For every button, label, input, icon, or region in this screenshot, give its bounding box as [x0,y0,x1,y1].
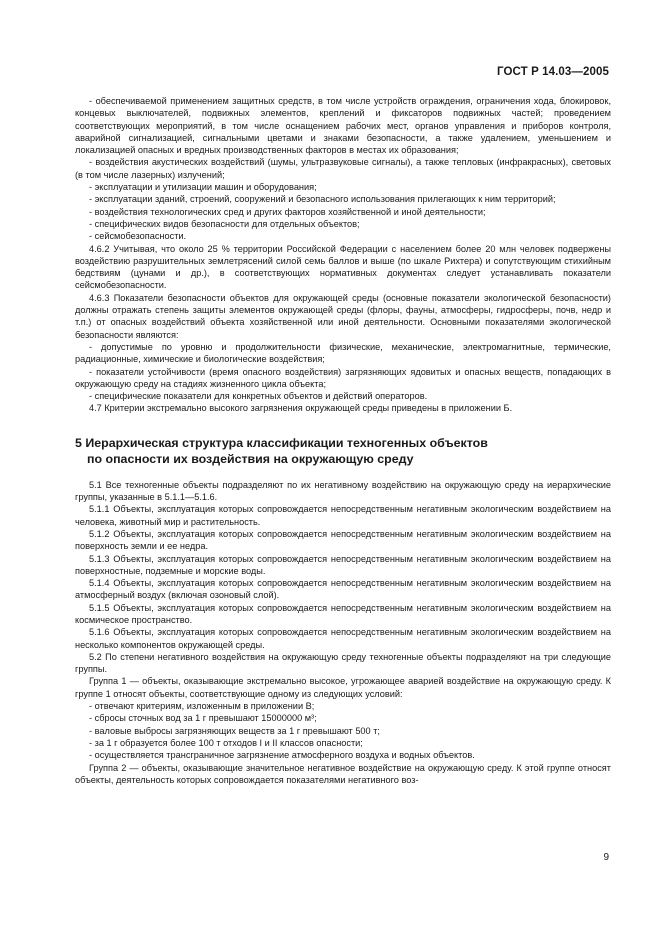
section-title-line-2: по опасности их воздействия на окружающую среду [87,451,414,466]
paragraph: - сейсмобезопасности. [89,231,187,242]
paragraph: 5.1.6 Объекты, эксплуатация которых сопровождается непосредственным негативным экологическим воздействием на несколько компонентов окружающей среды. [75,627,611,650]
paragraph: - специфические показатели для конкретных объектов и действий операторов. [89,391,428,402]
paragraph: - допустимые по уровню и продолжительности физические, механические, электромагнитные, термические, радиационные, химические и биологические воздействия; [75,341,611,365]
section-title [75,435,611,467]
paragraph: 4.7 Критерии экстремально высокого загрязнения окружающей среды приведены в приложении Б. [89,403,513,414]
paragraph: 4.6.2 Учитывая, что около 25 % территории Российской Федерации с населением более 20 млн человек подвержены воздействию разрушительных землетрясений силой семь баллов и выше (по шкале Рихтера) и сопутствующим стихийным бедствиям (цунами и др.), в соответствующих нормативных документах следует устанавливать показатели сейсмобезопасности. [75,243,611,291]
paragraph: Группа 2 — объекты, оказывающие значительное негативное воздействие на окружающую среду. К этой группе относят объекты, деятельность которых сопровождается показателями негативного воз- [75,762,611,785]
paragraph: Группа 1 — объекты, оказывающие экстремально высокое, угрожающее аварией воздействие на окружающую среду. К группе 1 относят объекты, соответствующие одному из следующих условий: [75,676,611,699]
paragraph: - отвечают критериям, изложенным в приложении В; [89,701,315,712]
paragraph: - эксплуатации и утилизации машин и оборудования; [89,182,317,193]
paragraph: - обеспечиваемой применением защитных средств, в том числе устройств ограждения, ограничения хода, блокировок, концевых выключателей, подвижных элементов, креплений и фиксаторов подвижных частей; проведением соответствующих мероприятий, в том числе оснащением рабочих мест, органов управления и приборов контроля, аварийной сигнализацией, сигнальными цветами и знаками безопасности, а также удалением, уменьшением и локализацией опасных и вредных производственных факторов в местах их образования; [75,96,611,156]
paragraph: - сбросы сточных вод за 1 г превышают 15000000 м³; [89,713,317,724]
paragraph: 5.1.5 Объекты, эксплуатация которых сопровождается непосредственным негативным экологическим воздействием на космическое пространство. [75,602,611,625]
paragraph: - специфических видов безопасности для отдельных объектов; [89,218,360,229]
paragraph: 5.1.1 Объекты, эксплуатация которых сопровождается непосредственным негативным экологическим воздействием на человека, животный мир и растительность. [75,504,611,527]
section-title-line-1: 5 Иерархическая структура классификации техногенных объектов [75,435,488,450]
paragraph: - эксплуатации зданий, строений, сооружений и безопасного использования прилегающих к ним территорий; [89,194,556,205]
paragraph: 5.1.2 Объекты, эксплуатация которых сопровождается непосредственным негативным экологическим воздействием на поверхность земли и ее недра. [75,528,611,552]
paragraph: 5.2 По степени негативного воздействия на окружающую среду техногенные объекты подразделяют на три следующие группы. [75,651,611,675]
page-number: 9 [603,852,609,863]
paragraph: - за 1 г образуется более 100 т отходов I и II классов опасности; [89,737,363,748]
body-block-2 [75,479,611,786]
paragraph: - осуществляется трансграничное загрязнение атмосферного воздуха и водных объектов. [89,750,475,761]
paragraph: 5.1.4 Объекты, эксплуатация которых сопровождается непосредственным негативным экологическим воздействием на атмосферный воздух (включая озоновый слой). [75,578,611,601]
paragraph: 4.6.3 Показатели безопасности объектов для окружающей среды (основные показатели экологической безопасности) должны отражать степень защиты элементов окружающей среды (флоры, фауны, атмосферы, гидросферы, почв, недр и т.п.) от опасных воздействий объекта хозяйственной или иной деятельности. Основными показателями экологической безопасности являются: [75,292,611,340]
paragraph: - валовые выбросы загрязняющих веществ за 1 г превышают 500 т; [89,725,380,736]
paragraph: 5.1 Все техногенные объекты подразделяют по их негативному воздействию на окружающую среду на иерархические группы, указанные в 5.1.1—5.1.6. [75,479,611,503]
paragraph: - воздействия акустических воздействий (шумы, ультразвуковые сигналы), а также тепловых (инфракрасных), световых (в том числе лазерных) излучений; [75,157,611,180]
paragraph: 5.1.3 Объекты, эксплуатация которых сопровождается непосредственным негативным экологическим воздействием на поверхностные, подземные и морские воды. [75,553,611,576]
document-body [75,95,611,786]
document-header: ГОСТ Р 14.03—2005 [497,66,609,78]
paragraph: - показатели устойчивости (время опасного воздействия) загрязняющих ядовитых и опасных веществ, попадающих в окружающую среду на стадиях жизненного цикла объекта; [75,366,611,389]
body-block-1 [75,95,611,415]
paragraph: - воздействия технологических сред и других факторов хозяйственной и иной деятельности; [89,206,486,217]
